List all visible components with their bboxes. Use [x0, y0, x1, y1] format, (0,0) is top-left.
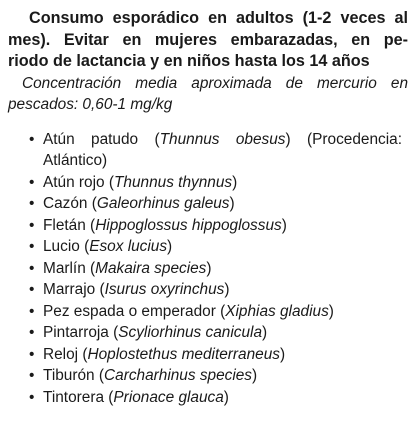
species-suffix: ) — [167, 238, 173, 255]
species-latin-name: Hippoglossus hippoglossus — [95, 216, 282, 234]
heading-line-1: Consumo esporádico en adultos (1-2 veces al — [29, 9, 408, 27]
species-latin-name: Carcharhinus species — [104, 367, 253, 384]
bullet-icon: • — [29, 302, 35, 320]
species-suffix: ) — [262, 324, 268, 341]
species-common-name: Marlín ( — [43, 259, 96, 277]
species-line-continuation: Atlántico) — [43, 152, 108, 169]
bullet-icon: • — [29, 195, 35, 212]
species-suffix: ) — [223, 388, 229, 406]
species-suffix: ) (Procedencia: — [285, 130, 402, 148]
species-latin-name: Prionace glauca — [113, 388, 224, 406]
species-list-item — [8, 301, 408, 323]
species-latin-name: Isurus oxyrinchus — [104, 281, 225, 298]
species-suffix: ) — [279, 345, 286, 363]
species-line — [43, 365, 408, 387]
species-suffix: ) — [328, 302, 334, 320]
species-list-item — [8, 322, 408, 344]
species-suffix: ) — [281, 216, 287, 234]
species-latin-name: Galeorhinus galeus — [96, 195, 230, 212]
species-common-name: Fletán ( — [43, 216, 96, 234]
bullet-icon: • — [29, 130, 35, 148]
mercury-concentration-note — [8, 73, 408, 116]
species-list-item — [8, 365, 408, 387]
species-common-name: Atún rojo ( — [43, 173, 115, 191]
bullet-icon: • — [29, 281, 35, 298]
species-latin-name: Makaira species — [95, 259, 207, 277]
bullet-icon: • — [29, 238, 35, 255]
species-line — [43, 236, 408, 258]
species-common-name: Pez espada o emperador ( — [43, 302, 226, 320]
species-latin-name: Hoplostethus mediterraneus — [87, 345, 280, 363]
species-line — [43, 301, 408, 323]
bullet-icon: • — [29, 388, 35, 406]
heading-line-3: riodo de lactancia y en niños hasta los 14 años — [8, 52, 370, 70]
species-line — [43, 322, 408, 344]
heading-line-2: mes). Evitar en mujeres embarazadas, en pe- — [8, 30, 408, 49]
bullet-icon: • — [29, 367, 35, 384]
species-latin-name: Esox lucius — [89, 238, 168, 255]
species-common-name: Atún patudo ( — [43, 130, 160, 148]
subtitle-line-2: pescados: 0,60-1 mg/kg — [8, 96, 173, 113]
species-line — [43, 258, 408, 280]
bullet-icon: • — [29, 345, 35, 363]
species-suffix: ) — [206, 259, 212, 277]
species-suffix: ) — [224, 281, 230, 298]
species-list-item — [8, 279, 408, 301]
species-suffix: ) — [252, 367, 258, 384]
species-suffix: ) — [229, 195, 235, 212]
bullet-icon: • — [29, 259, 35, 277]
species-latin-name: Thunnus obesus — [159, 130, 286, 148]
species-latin-name: Xiphias gladius — [225, 302, 329, 320]
bullet-icon: • — [29, 216, 35, 234]
species-list-item — [8, 129, 408, 172]
species-list — [8, 129, 408, 409]
species-latin-name: Scyliorhinus canicula — [118, 324, 262, 341]
species-list-item — [8, 215, 408, 237]
species-common-name: Pintarroja ( — [43, 324, 119, 341]
species-list-item — [8, 193, 408, 215]
species-common-name: Marrajo ( — [43, 281, 105, 298]
species-suffix: ) — [232, 173, 238, 191]
species-latin-name: Thunnus thynnus — [114, 173, 233, 191]
species-common-name: Reloj ( — [43, 345, 88, 363]
species-list-item — [8, 236, 408, 258]
species-list-item — [8, 258, 408, 280]
bullet-icon: • — [29, 173, 35, 191]
species-line — [43, 215, 408, 237]
species-line — [43, 129, 408, 151]
species-list-item — [8, 387, 408, 409]
species-line — [43, 344, 408, 366]
species-common-name: Cazón ( — [43, 195, 97, 212]
section-heading — [8, 8, 408, 73]
species-line — [43, 387, 408, 409]
species-list-item — [8, 344, 408, 366]
species-list-item — [8, 172, 408, 194]
subtitle-line-1: Concentración media aproximada de mercurio en — [22, 74, 408, 92]
species-common-name: Lucio ( — [43, 238, 90, 255]
species-common-name: Tintorera ( — [43, 388, 114, 406]
species-line — [43, 279, 408, 301]
bullet-icon: • — [29, 324, 35, 341]
species-common-name: Tiburón ( — [43, 367, 105, 384]
species-line — [43, 193, 408, 215]
species-line — [43, 172, 408, 194]
